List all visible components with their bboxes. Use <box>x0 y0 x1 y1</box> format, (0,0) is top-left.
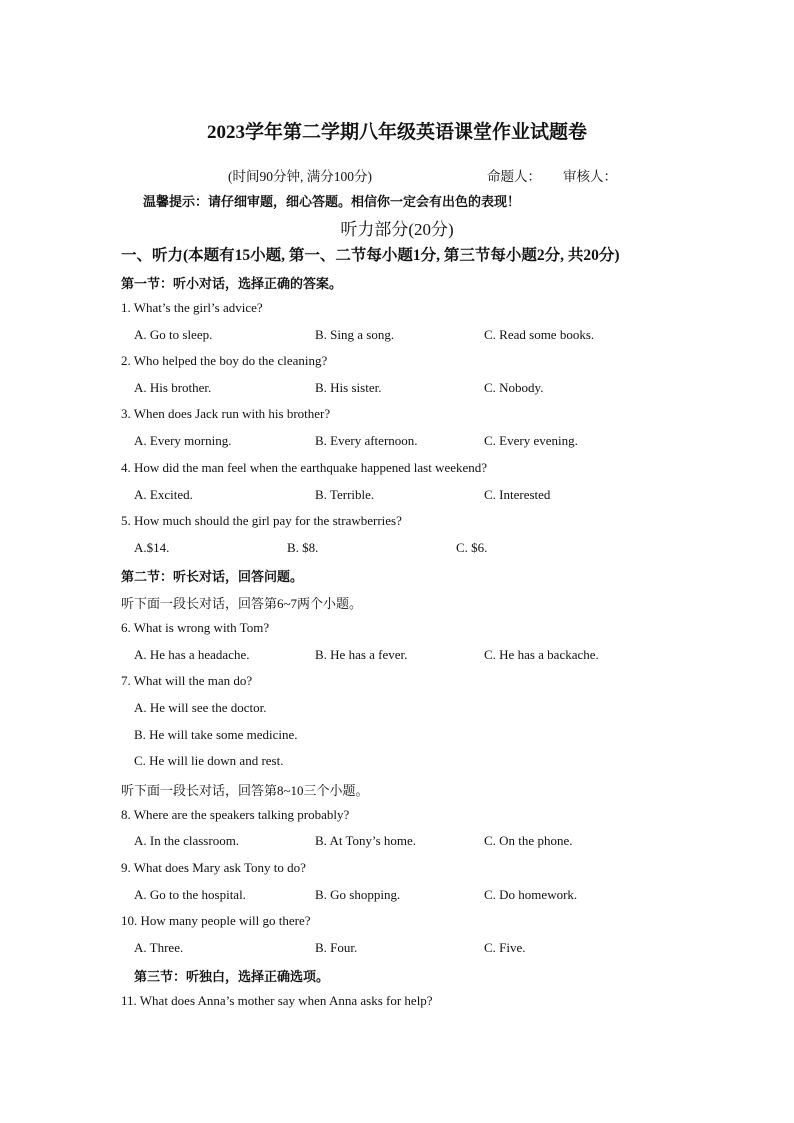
dialogue-note-2: 听下面一段长对话，回答第8~10三个小题。 <box>121 783 369 798</box>
q9-option-c: C. Do homework. <box>484 887 578 902</box>
q5-option-a: A.$14. <box>134 540 170 555</box>
question-2: 2. Who helped the boy do the cleaning? <box>121 353 328 368</box>
q2-option-a: A. His brother. <box>134 380 212 395</box>
author-label: 命题人： <box>487 169 541 184</box>
q1-option-b: B. Sing a song. <box>315 327 395 342</box>
question-10: 10. How many people will go there? <box>121 913 311 928</box>
q10-option-b: B. Four. <box>315 940 358 955</box>
exam-time-score: (时间90分钟, 满分100分) <box>228 169 372 184</box>
question-1: 1. What’s the girl’s advice? <box>121 300 263 315</box>
exam-title: 2023学年第二学期八年级英语课堂作业试题卷 <box>206 122 587 143</box>
q3-option-a: A. Every morning. <box>134 433 232 448</box>
q8-option-a: A. In the classroom. <box>134 833 240 848</box>
question-3: 3. When does Jack run with his brother? <box>121 406 331 421</box>
section-title: 听力部分(20分) <box>340 220 454 239</box>
question-5: 5. How much should the girl pay for the strawberries? <box>121 513 402 528</box>
question-7: 7. What will the man do? <box>121 673 253 688</box>
section-2-heading: 第二节：听长对话，回答问题。 <box>121 569 304 584</box>
q1-option-a: A. Go to sleep. <box>134 327 213 342</box>
q10-option-c: C. Five. <box>484 940 526 955</box>
q1-option-c: C. Read some books. <box>484 327 595 342</box>
warm-tip: 温馨提示：请仔细审题，细心答题。相信你一定会有出色的表现！ <box>143 194 521 209</box>
q8-option-c: C. On the phone. <box>484 833 573 848</box>
q6-option-c: C. He has a backache. <box>484 647 599 662</box>
q3-option-b: B. Every afternoon. <box>315 433 418 448</box>
q4-option-a: A. Excited. <box>134 487 193 502</box>
q6-option-a: A. He has a headache. <box>134 647 250 662</box>
question-6: 6. What is wrong with Tom? <box>121 620 270 635</box>
q9-option-b: B. Go shopping. <box>315 887 401 902</box>
dialogue-note-1: 听下面一段长对话，回答第6~7两个小题。 <box>121 596 363 611</box>
q8-option-b: B. At Tony’s home. <box>315 833 417 848</box>
part-heading: 一、听力(本题有15小题, 第一、二节每小题1分, 第三节每小题2分, 共20分) <box>121 247 620 264</box>
section-3-heading: 第三节：听独白，选择正确选项。 <box>134 969 330 984</box>
question-8: 8. Where are the speakers talking probably? <box>121 807 350 822</box>
q7-option-a: A. He will see the doctor. <box>134 700 267 715</box>
q4-option-b: B. Terrible. <box>315 487 375 502</box>
q2-option-c: C. Nobody. <box>484 380 544 395</box>
q6-option-b: B. He has a fever. <box>315 647 408 662</box>
q4-option-c: C. Interested <box>484 487 551 502</box>
question-4: 4. How did the man feel when the earthquake happened last weekend? <box>121 460 488 475</box>
q3-option-c: C. Every evening. <box>484 433 578 448</box>
section-1-heading: 第一节：听小对话，选择正确的答案。 <box>121 276 343 291</box>
question-11: 11. What does Anna’s mother say when Anna asks for help? <box>121 993 433 1008</box>
q9-option-a: A. Go to the hospital. <box>134 887 246 902</box>
reviewer-label: 审核人： <box>563 169 617 184</box>
q7-option-c: C. He will lie down and rest. <box>134 753 284 768</box>
question-9: 9. What does Mary ask Tony to do? <box>121 860 306 875</box>
q2-option-b: B. His sister. <box>315 380 382 395</box>
q10-option-a: A. Three. <box>134 940 184 955</box>
q5-option-c: C. $6. <box>456 540 488 555</box>
q7-option-b: B. He will take some medicine. <box>134 727 298 742</box>
q5-option-b: B. $8. <box>287 540 319 555</box>
